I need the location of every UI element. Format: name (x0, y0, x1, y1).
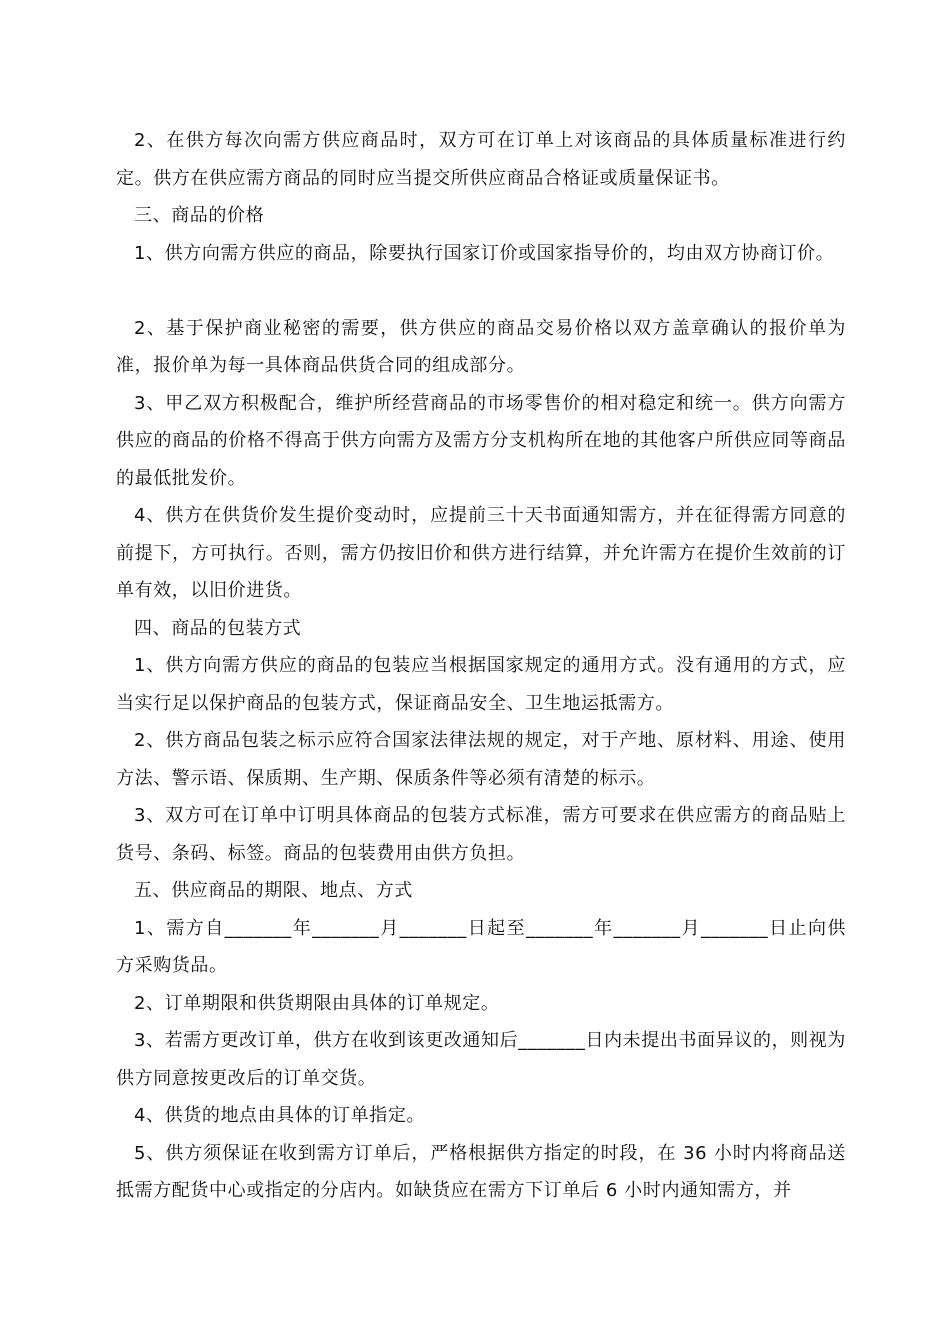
document-body (116, 122, 846, 1210)
clause-2-quality-standard: 2、在供方每次向需方供应商品时，双方可在订单上对该商品的具体质量标准进行约定。供方在供应需方商品的同时应当提交所供应商品合格证或质量保证书。 (116, 130, 846, 189)
clause-2-order-period: 2、订单期限和供货期限由具体的订单规定。 (134, 992, 500, 1014)
clause-2-trade-secret-price: 2、基于保护商业秘密的需要，供方供应的商品交易价格以双方盖章确认的报价单为准，报价单为每一具体商品供货合同的组成部分。 (116, 317, 846, 376)
clause-4-price-increase-notice: 4、供方在供货价发生提价变动时，应提前三十天书面通知需方，并在征得需方同意的前提下，方可执行。否则，需方仍按旧价和供方进行结算，并允许需方在提价生效前的订单有效，以旧价进货。 (116, 505, 846, 601)
clause-3-packaging-standard: 3、双方可在订单中订明具体商品的包装方式标准，需方可要求在供应需方的商品贴上货号、条码、标签。商品的包装费用由供方负担。 (116, 805, 846, 864)
section-heading-supply-terms: 五、供应商品的期限、地点、方式 (134, 880, 413, 901)
clause-1-purchase-period: 1、需方自_______年_______月_______日起至_______年_______月_______日止向供方采购货品。 (116, 917, 847, 976)
clause-1-price-negotiation: 1、供方向需方供应的商品，除要执行国家订价或国家指导价的，均由双方协商订价。 (134, 242, 835, 264)
clause-3-order-change: 3、若需方更改订单，供方在收到该更改通知后_______日内未提出书面异议的，则视为供方同意按更改后的订单交货。 (116, 1030, 846, 1089)
clause-3-retail-price-stability: 3、甲乙双方积极配合，维护所经营商品的市场零售价的相对稳定和统一。供方向需方供应的商品的价格不得高于供方向需方及需方分支机构所在地的其他客户所供应同等商品的最低批发价。 (116, 392, 846, 489)
clause-5-delivery-timing: 5、供方须保证在收到需方订单后，严格根据供方指定的时段，在 36 小时内将商品送抵需方配货中心或指定的分店内。如缺货应在需方下订单后 6 小时内通知需方，并 (116, 1142, 846, 1201)
clause-1-packaging-method: 1、供方向需方供应的商品的包装应当根据国家规定的通用方式。没有通用的方式，应当实行足以保护商品的包装方式，保证商品安全、卫生地运抵需方。 (116, 655, 846, 714)
clause-4-delivery-location: 4、供货的地点由具体的订单指定。 (134, 1105, 426, 1126)
section-heading-price: 三、商品的价格 (134, 205, 265, 226)
clause-2-packaging-labeling: 2、供方商品包装之标示应符合国家法律法规的规定，对于产地、原材料、用途、使用方法、警示语、保质期、生产期、保质条件等必须有清楚的标示。 (116, 730, 846, 789)
section-heading-packaging: 四、商品的包装方式 (134, 617, 302, 639)
